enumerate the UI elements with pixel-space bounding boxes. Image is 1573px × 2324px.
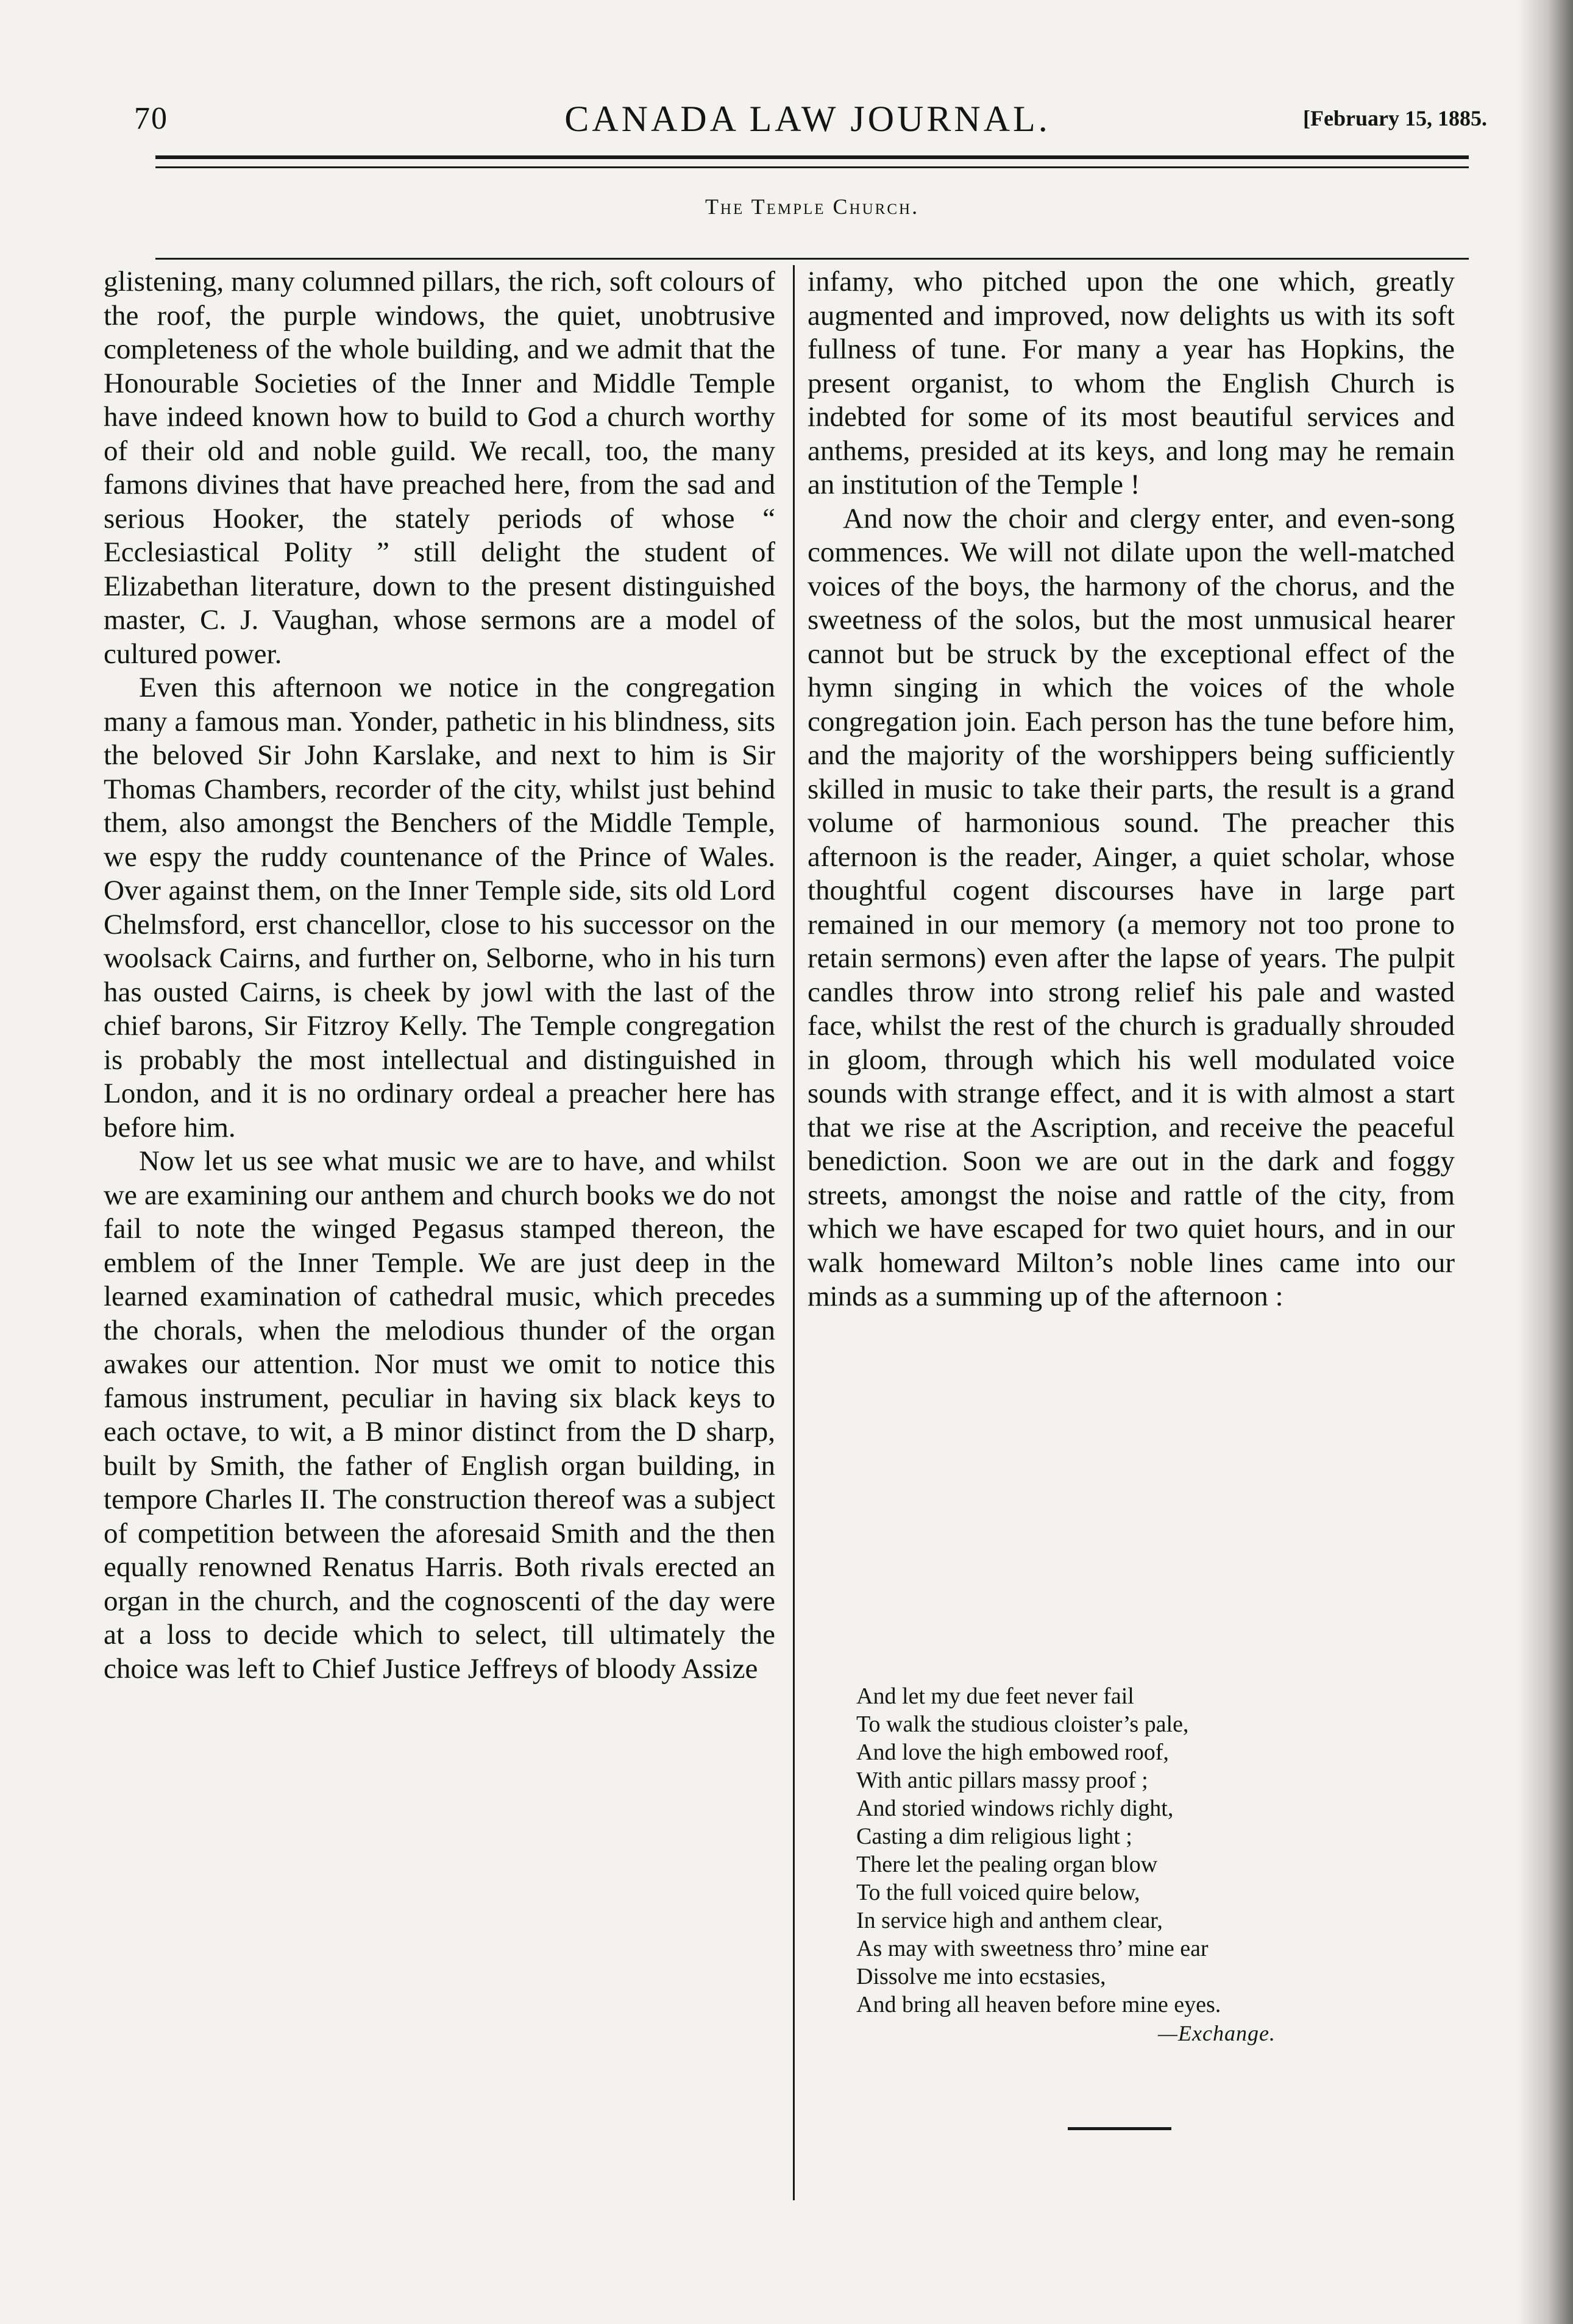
section-rule: [155, 258, 1469, 260]
section-title: The Temple Church.: [705, 194, 920, 219]
poem-attribution: —Exchange.: [1158, 2021, 1276, 2045]
poem-line: And bring all heaven before mine eyes.: [856, 1992, 1221, 2017]
left-column: [104, 265, 775, 1686]
poem-line: And love the high embowed roof,: [856, 1739, 1169, 1765]
left-paragraph-2: Even this afternoon we notice in the congregation many a famous man. Yonder, pathetic in his blindness, sits the beloved Sir John Karslake, and next to him is Sir Thomas Chambers, recorder of the city, whilst just behind them, also amongst the Benchers of the Middle Temple, we espy the ruddy countenance of the Prince of Wales. Over against them, on the Inner Temple side, sits old Lord Chelmsford, erst chancellor, close to his successor on the woolsack Cairns, and further on, Selborne, who in his turn has ousted Cairns, is cheek by jowl with the last of the chief barons, Sir Fitzroy Kelly. The Temple congregation is probably the most intellectual and distinguished in London, and it is no ordinary ordeal a preacher here has before him.: [104, 672, 775, 1143]
page-header: [128, 101, 1487, 149]
poem-line: In service high and anthem clear,: [856, 1908, 1163, 1933]
column-divider: [793, 265, 795, 2200]
poem-line: To walk the studious cloister’s pale,: [856, 1711, 1189, 1737]
poem-line: To the full voiced quire below,: [856, 1880, 1140, 1905]
right-paragraph-1: infamy, who pitched upon the one which, greatly augmented and improved, now delights us with its soft fullness of tune. For many a year has Hopkins, the present organist, to whom the English Church is indebted for some of its most beautiful services and anthems, presided at its keys, and long may he remain an institution of the Temple !: [808, 266, 1455, 500]
right-column: [808, 265, 1455, 1314]
header-rule-thin: [155, 166, 1469, 168]
scan-edge-shadow: [1518, 0, 1573, 2324]
header-rule-thick: [155, 155, 1469, 159]
poem-line: There let the pealing organ blow: [856, 1852, 1158, 1877]
poem-line: Casting a dim religious light ;: [856, 1824, 1132, 1849]
issue-date: [February 15, 1885.: [1303, 106, 1487, 130]
poem-line: With antic pillars massy proof ;: [856, 1768, 1148, 1793]
page-number: 70: [134, 101, 168, 136]
poem-quotation: [856, 1682, 1466, 2019]
poem-line: As may with sweetness thro’ mine ear: [856, 1936, 1209, 1961]
article-end-rule: [1068, 2127, 1171, 2130]
journal-title: CANADA LAW JOURNAL.: [564, 99, 1051, 139]
poem-line: Dissolve me into ecstasies,: [856, 1964, 1106, 1989]
right-paragraph-2: And now the choir and clergy enter, and even-song commences. We will not dilate upon the well-matched voices of the boys, the harmony of the chorus, and the sweetness of the solos, but the most unmusical hearer cannot but be struck by the exceptional effect of the hymn singing in which the voices of the whole congregation join. Each person has the tune before him, and the majority of the worshippers being sufficiently skilled in music to take their parts, the result is a grand volume of harmonious sound. The preacher this afternoon is the reader, Ainger, a quiet scholar, whose thoughtful cogent discourses have in large part remained in our memory (a memory not too prone to retain sermons) even after the lapse of years. The pulpit candles throw into strong relief his pale and wasted face, whilst the rest of the church is gradually shrouded in gloom, through which his well modulated voice sounds with strange effect, and it is with almost a start that we rise at the Ascription, and receive the peaceful benediction. Soon we are out in the dark and foggy streets, amongst the noise and rattle of the city, from which we have escaped for two quiet hours, and in our walk homeward Milton’s noble lines came into our minds as a summing up of the afternoon :: [808, 502, 1455, 1312]
left-paragraph-1: glistening, many columned pillars, the rich, soft colours of the roof, the purple windows, the quiet, unobtrusive completeness of the whole building, and we admit that the Honourable Societies of the Inner and Middle Temple have indeed known how to build to God a church worthy of their old and noble guild. We recall, too, the many famons divines that have preached here, from the sad and serious Hooker, the stately periods of whose “ Ecclesiastical Polity ” still delight the student of Elizabethan literature, down to the present distinguished master, C. J. Vaughan, whose sermons are a model of cultured power.: [104, 266, 775, 670]
poem-line: And let my due feet never fail: [856, 1683, 1134, 1709]
poem-line: And storied windows richly dight,: [856, 1796, 1174, 1821]
left-paragraph-3: Now let us see what music we are to have, and whilst we are examining our anthem and church books we do not fail to note the winged Pegasus stamped thereon, the emblem of the Inner Temple. We are just deep in the learned examination of cathedral music, which precedes the chorals, when the melodious thunder of the organ awakes our attention. Nor must we omit to notice this famous instrument, peculiar in having six black keys to each octave, to wit, a B minor distinct from the D sharp, built by Smith, the father of English organ building, in tempore Charles II. The construction thereof was a subject of competition between the aforesaid Smith and the then equally renowned Renatus Harris. Both rivals erected an organ in the church, and the cognoscenti of the day were at a loss to decide which to select, till ultimately the choice was left to Chief Justice Jeffreys of bloody Assize: [104, 1145, 775, 1685]
